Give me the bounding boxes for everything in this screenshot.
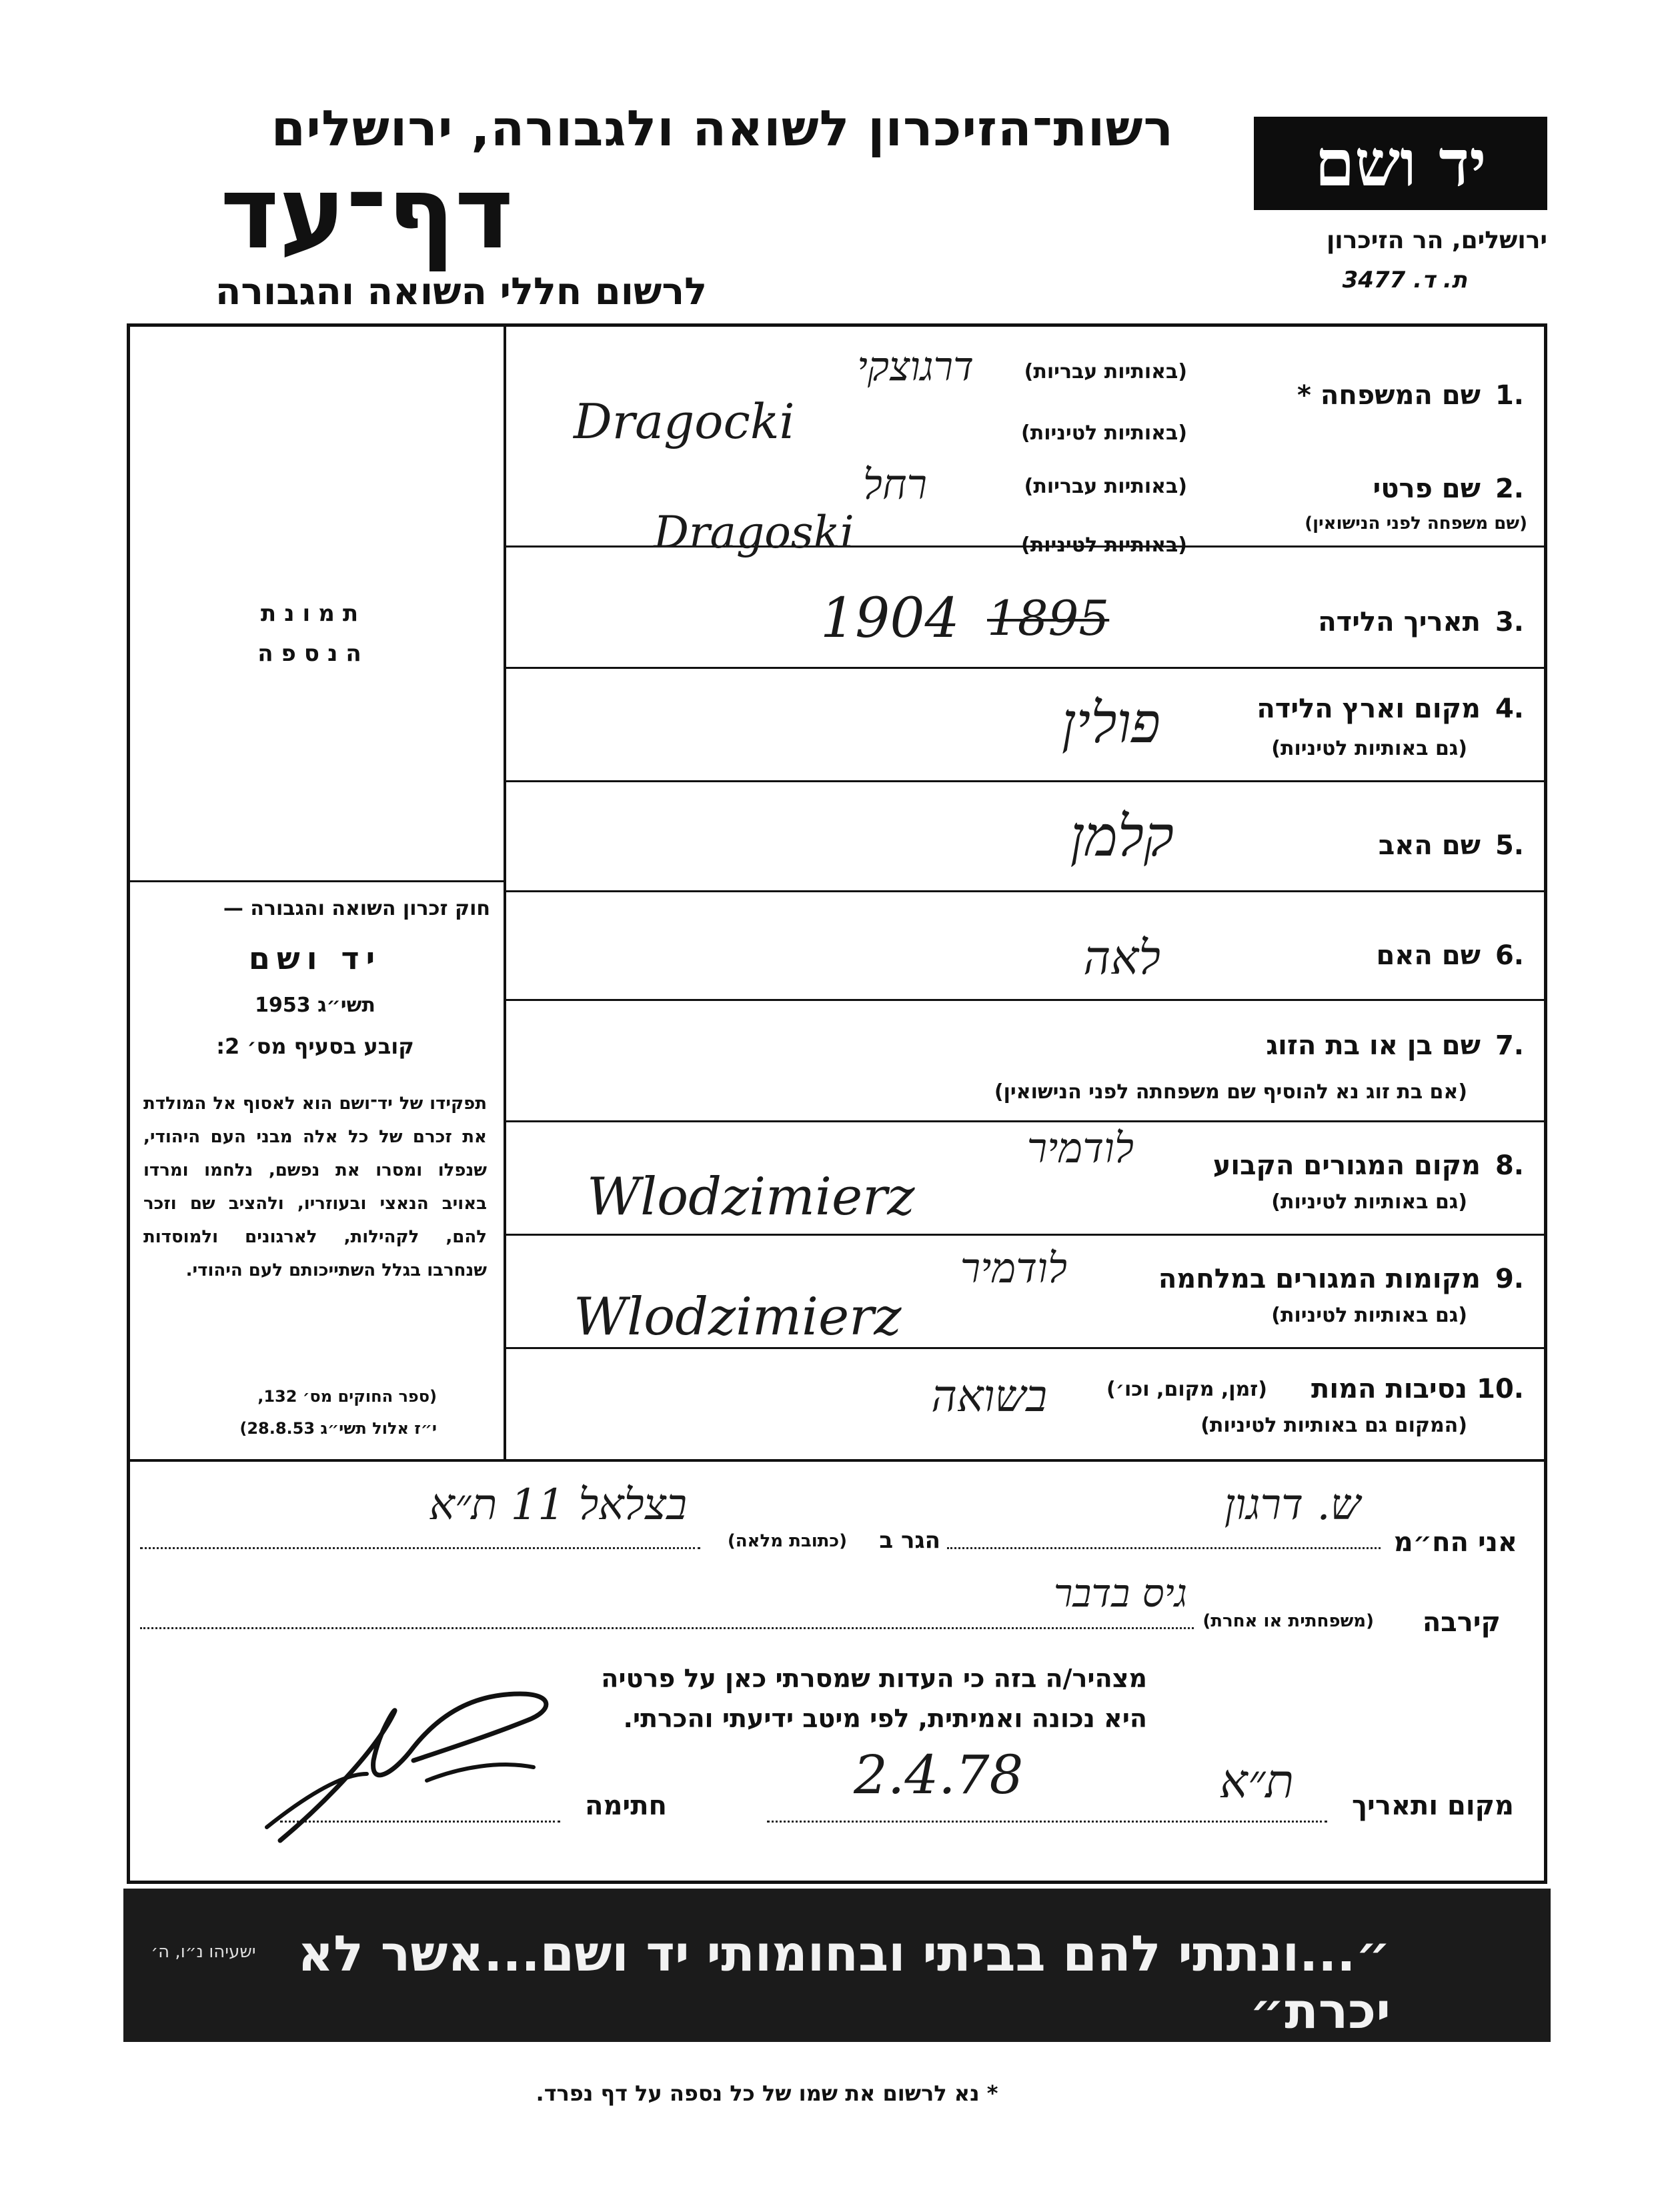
logo-text: יד ושם	[1315, 125, 1487, 201]
field-2-value-hebrew[interactable]: רחל	[862, 460, 927, 509]
field-1-label: שם המשפחה *	[1297, 380, 1481, 411]
law-year: תשי״ג 1953	[255, 994, 375, 1017]
relation-value[interactable]: גיס בדבר	[1053, 1570, 1187, 1616]
address-line-1: ירושלים, הר הזיכרון	[1326, 227, 1547, 254]
field-2-hint-hebrew: (באותיות עבריות)	[1024, 475, 1187, 498]
field-7-number: 7.	[1495, 1030, 1524, 1061]
declarant-address[interactable]: בצלאל 11 ת״א	[429, 1480, 687, 1530]
relation-hint: (משפחתית או אחרת)	[1202, 1611, 1374, 1631]
quote-banner	[123, 1889, 1551, 2042]
field-6-value[interactable]: לאה	[1083, 930, 1160, 985]
address-line-2: ת. ד. 3477	[1342, 267, 1467, 293]
signature-stroke-2	[427, 1765, 534, 1781]
field-2-value-latin[interactable]: Dragoski	[654, 507, 854, 558]
law-ref-2: י״ז אלול תשי״ג 28.8.53)	[239, 1419, 437, 1438]
field-2-number: 2.	[1495, 473, 1524, 504]
field-5-number: 5.	[1495, 830, 1524, 861]
declarant-address-line	[140, 1547, 700, 1549]
declarant-lives-at: הגר ב	[879, 1527, 940, 1554]
law-body: תפקידו של יד־ושם הוא לאסוף אל המולדת את זכרם של כל אלה מבני העם היהודי, שנפלו ומסרו את נפשם, נלחמו ומרדו באויב הנאצי ובעוזריו, ולהציב שם וזכר להם, לקהילות, לארגונים ולמוסדות שנחרבו בגלל השתייכותם לעם היהודי.	[143, 1094, 487, 1280]
field-7-sublabel: (אם בת זוג נא להוסיף שם משפחתה לפני הנישואין)	[994, 1080, 1467, 1104]
declarant-name-line	[947, 1547, 1381, 1549]
yad-vashem-logo	[1254, 117, 1547, 210]
field-5-label: שם האב	[1378, 830, 1481, 861]
field-6-label: שם האם	[1376, 940, 1481, 971]
field-2-hint-latin: (באותיות לטיניות)	[1021, 533, 1187, 557]
field-9-value-hebrew[interactable]: לודמיר	[960, 1244, 1067, 1292]
place-value[interactable]: ת״א	[1219, 1754, 1294, 1809]
field-2-label: שם פרטי	[1373, 473, 1481, 504]
field-6-number: 6.	[1495, 940, 1524, 971]
field-8-value-latin[interactable]: Wlodzimierz	[587, 1167, 915, 1227]
field-3-struck-value: 1895	[987, 590, 1110, 646]
row-sep-3-4	[504, 667, 1547, 669]
photo-law-separator	[127, 880, 504, 882]
footnote: * נא לרשום את שמו של כל נספה על דף נפרד.	[536, 2081, 998, 2106]
field-5-value[interactable]: קלמן	[1070, 804, 1174, 869]
signature-label: חתימה	[584, 1791, 667, 1821]
field-1-value-hebrew[interactable]: דרגוצקי	[857, 343, 974, 390]
field-10-number: 10.	[1477, 1374, 1524, 1404]
field-3-value[interactable]: 1904	[820, 587, 960, 650]
photo-label-2: הנספה	[257, 640, 369, 667]
row-sep-bottom	[127, 1459, 1547, 1462]
row-sep-8-9	[504, 1234, 1547, 1236]
field-1-hint-latin: (באותיות לטיניות)	[1021, 421, 1187, 445]
declarant-name[interactable]: ש. דרגון	[1224, 1480, 1361, 1530]
field-1-hint-hebrew: (באותיות עבריות)	[1024, 360, 1187, 383]
form-subtitle: לרשום חללי השואה והגבורה	[215, 270, 707, 313]
field-8-sublabel: (גם באותיות לטיניות)	[1271, 1190, 1467, 1214]
row-sep-6-7	[504, 999, 1547, 1001]
banner-quote: ״...ונתתי להם בביתי ובחומותי יד ושם...אשר לא יכרת״	[297, 1925, 1391, 2040]
law-clause: קובע בסעיף מס׳ 2:	[216, 1034, 414, 1059]
field-9-number: 9.	[1495, 1264, 1524, 1294]
declarant-intro: אני הח״מ	[1393, 1527, 1517, 1558]
place-date-label: מקום ותאריך	[1351, 1791, 1514, 1821]
field-1-value-latin[interactable]: Dragocki	[574, 393, 795, 449]
field-8-label: מקום המגורים הקבוע	[1212, 1150, 1481, 1181]
field-10-label: נסיבות המות	[1311, 1374, 1467, 1404]
signature-scribble	[240, 1674, 574, 1854]
field-10-label-extra: (זמן, מקום, וכו׳)	[1106, 1378, 1267, 1401]
field-7-label: שם בן או בת הזוג	[1266, 1030, 1481, 1061]
field-2-sublabel: (שם משפחה לפני הנישואין)	[1305, 513, 1527, 533]
law-name: יד ושם	[248, 940, 382, 976]
law-heading: חוק זכרון השואה והגבורה —	[223, 897, 490, 920]
signature-stroke-1	[280, 1694, 546, 1841]
field-9-value-latin[interactable]: Wlodzimierz	[574, 1287, 902, 1347]
declaration-line-2: היא נכונה ואמיתית, לפי מיטב ידיעתי והכרתי.	[623, 1704, 1147, 1733]
relation-label: קירבה	[1422, 1607, 1501, 1638]
row-sep-5-6	[504, 890, 1547, 892]
photo-label-1: תמונת	[260, 600, 367, 627]
field-4-sublabel: (גם באותיות לטיניות)	[1271, 737, 1467, 760]
field-8-number: 8.	[1495, 1150, 1524, 1181]
field-4-value[interactable]: פולין	[1061, 690, 1160, 756]
field-1-number: 1.	[1495, 380, 1524, 411]
field-8-value-hebrew[interactable]: לודמיר	[1026, 1124, 1134, 1172]
field-10-value[interactable]: בשואה	[931, 1370, 1047, 1422]
row-sep-4-5	[504, 780, 1547, 782]
declaration-line-1: מצהיר/ה בזה כי העדות שמסרתי כאן על פרטיה	[601, 1664, 1147, 1693]
row-sep-9-10	[504, 1347, 1547, 1349]
field-4-label: מקום וארץ הלידה	[1256, 694, 1481, 724]
field-3-number: 3.	[1495, 607, 1524, 638]
row-sep-7-8	[504, 1120, 1547, 1122]
field-4-number: 4.	[1495, 694, 1524, 724]
signature-stroke-3	[267, 1774, 367, 1827]
place-date-line	[767, 1821, 1327, 1823]
field-10-sublabel: (המקום גם באותיות לטיניות)	[1200, 1414, 1467, 1437]
field-3-label: תאריך הלידה	[1318, 607, 1481, 638]
relation-line	[140, 1627, 1194, 1629]
date-value[interactable]: 2.4.78	[854, 1744, 1024, 1806]
banner-source: ישעיהו נ״ו, ה׳	[151, 1942, 256, 1962]
field-9-label: מקומות המגורים במלחמה	[1158, 1264, 1481, 1294]
authority-title: רשות־הזיכרון לשואה ולגבורה, ירושלים	[271, 100, 1174, 157]
declarant-address-hint: (כתובת מלאה)	[727, 1531, 847, 1551]
law-ref-1: (ספר החוקים מס׳ 132,	[257, 1387, 437, 1406]
form-title: דף־עד	[220, 155, 514, 271]
field-9-sublabel: (גם באותיות לטיניות)	[1271, 1304, 1467, 1327]
